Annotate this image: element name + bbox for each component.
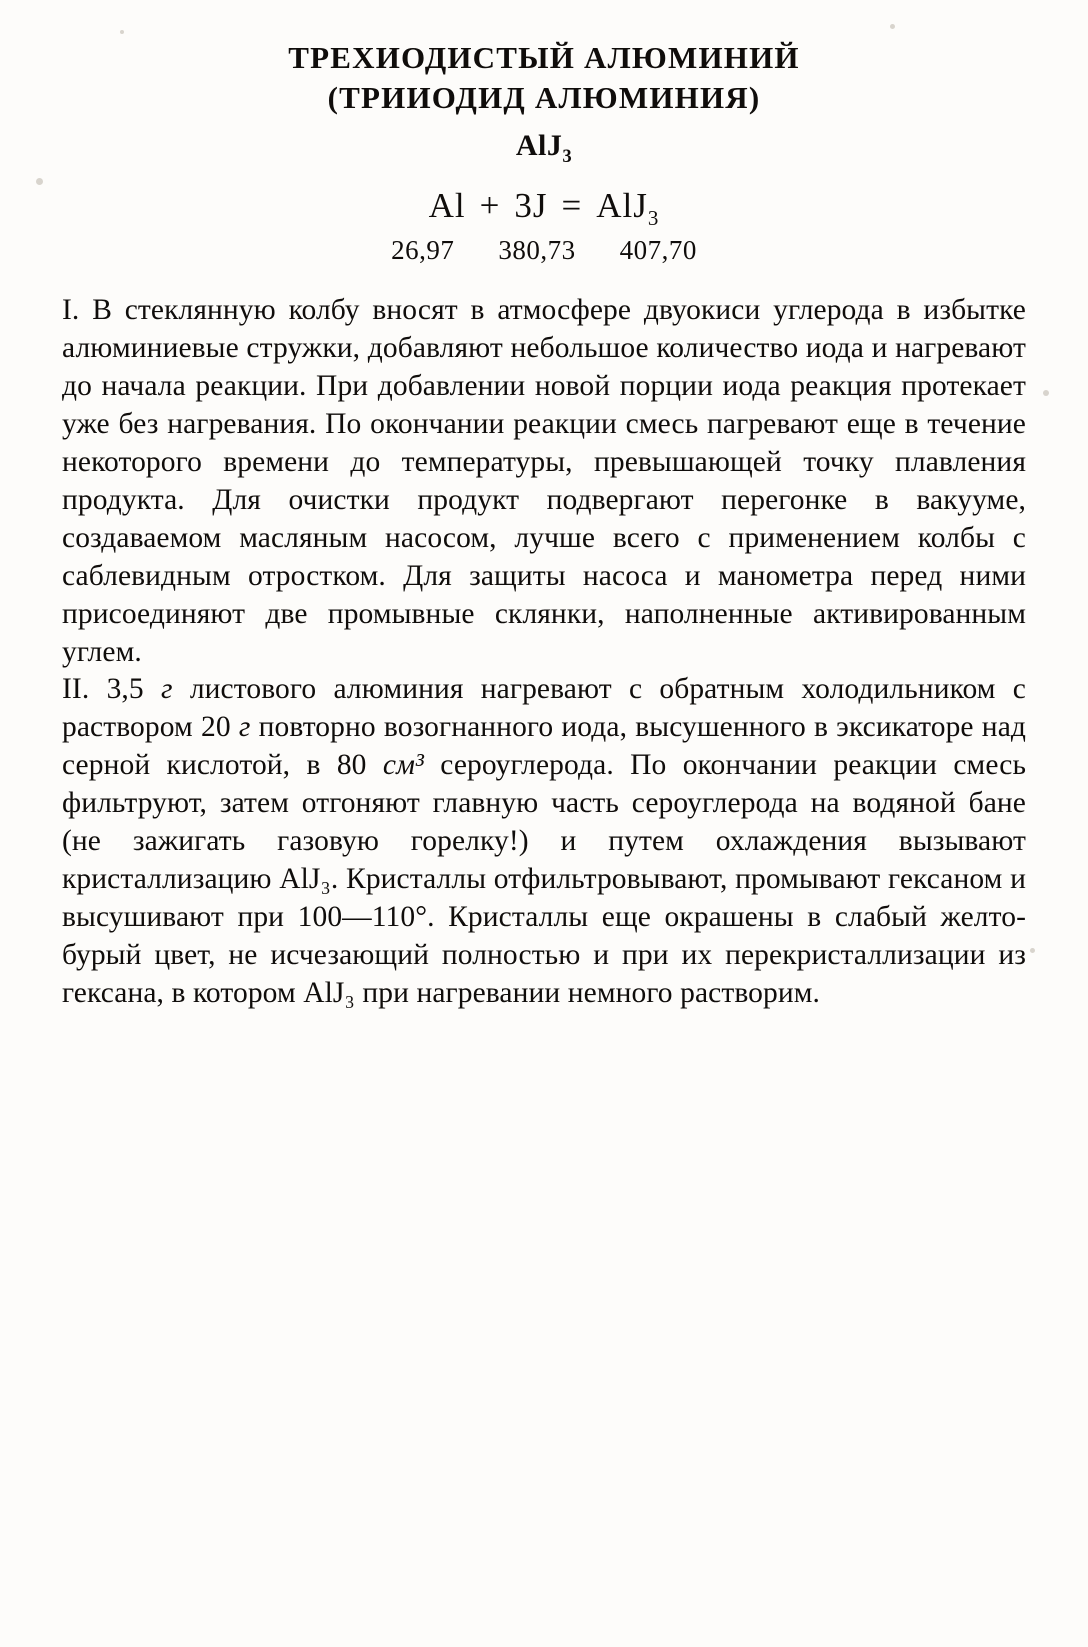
molecular-weight-2: 380,73 bbox=[498, 235, 576, 266]
equation-product-base: AlJ bbox=[596, 186, 648, 226]
molecular-weight-3: 407,70 bbox=[619, 235, 697, 266]
compound-formula bbox=[62, 129, 1026, 168]
molecular-weights-row bbox=[62, 235, 1026, 266]
title-line-1: ТРЕХИОДИСТЫЙ АЛЮМИНИЙ bbox=[288, 40, 800, 75]
paper-speck bbox=[120, 30, 124, 34]
document-body bbox=[62, 292, 1026, 1012]
text-segment: 3,5 bbox=[106, 673, 161, 706]
equation-equals-sign: = bbox=[561, 186, 583, 226]
page-title bbox=[62, 38, 1026, 117]
paper-speck bbox=[1030, 948, 1035, 953]
paragraph-1 bbox=[62, 292, 1026, 671]
molecular-weight-1: 26,97 bbox=[391, 235, 455, 266]
text-segment: повторно возогнанного иода, высушенного в эксикаторе над серной кислотой, в 80 bbox=[62, 711, 1026, 782]
text-segment: г bbox=[161, 673, 173, 706]
compound-formula-subscript: 3 bbox=[562, 146, 573, 168]
equation-plus-sign: + bbox=[479, 186, 501, 226]
paragraph-1-text: В стеклянную колбу вносят в атмосфере двуокиси углерода в избытке алюминиевые стружки, добавляют небольшое количество иода и нагревают до начала реакции. При добавлении новой порции иода реакция протекает уже без нагревания. По окончании реакции смесь пагревают еще в течение некоторого времени до температуры, превышающей точку плавления продукта. Для очистки продукт подвергают перегонке в вакууме, создаваемом масляным насосом, лучше всего с применением колбы с саблевидным отростком. Для защиты насоса и манометра перед ними присоединяют две промывные склянки, наполненные активированным углем. bbox=[62, 294, 1026, 668]
paper-speck bbox=[1043, 390, 1049, 396]
paragraph-2-number: II. bbox=[62, 673, 90, 706]
paragraph-2 bbox=[62, 671, 1026, 1012]
paper-speck bbox=[36, 178, 43, 185]
text-segment: г bbox=[238, 711, 251, 744]
text-segment: см³ bbox=[382, 749, 424, 782]
paragraph-1-number: I. bbox=[62, 294, 80, 327]
equation-product-subscript: 3 bbox=[647, 206, 660, 231]
equation-product bbox=[596, 186, 659, 231]
paper-speck bbox=[890, 24, 895, 29]
compound-formula-base: AlJ bbox=[515, 129, 563, 163]
equation-reactant-2: 3J bbox=[514, 186, 548, 226]
text-segment: сероуглерода. По окончании реакции смесь фильтруют, затем отгоняют главную часть сероуглерода на водяной бане (не зажигать газовую горелку!) и путем охлаждения вызывают кристаллизацию AlJ₃. Кристаллы отфильтровывают, промывают гексаном и высушивают при 100—110°. Кристаллы еще окрашены в слабый желто-бурый цвет, не исчезающий полностью и при их перекристаллизации из гексана, в котором AlJ₃ при нагревании немного растворим. bbox=[62, 749, 1026, 1009]
paragraph-2-text bbox=[62, 673, 1026, 1008]
equation-reactant-1: Al bbox=[428, 186, 466, 226]
title-line-2: (ТРИИОДИД АЛЮМИНИЯ) bbox=[327, 79, 761, 115]
text-segment: листового алюминия нагревают с обратным холодильником с раствором 20 bbox=[62, 673, 1026, 744]
reaction-equation bbox=[62, 186, 1026, 231]
